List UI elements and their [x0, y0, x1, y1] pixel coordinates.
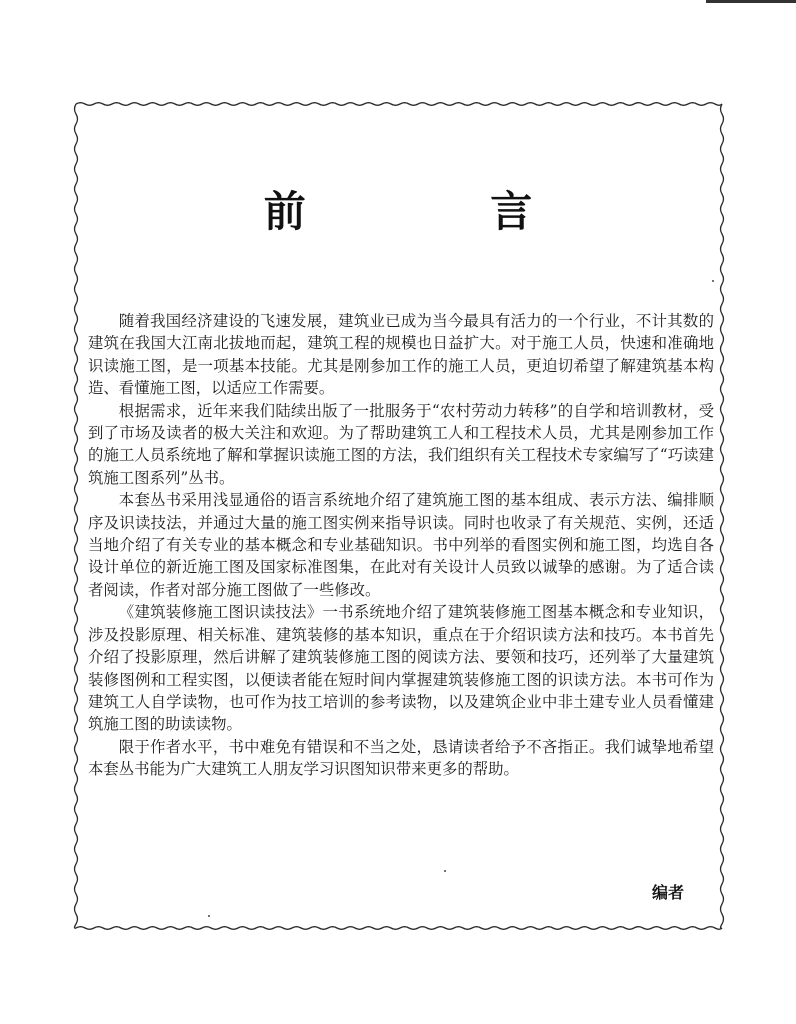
- border-top: [76, 103, 722, 106]
- paragraph-4: 《建筑装修施工图识读技法》一书系统地介绍了建筑装修施工图基本概念和专业知识，涉及投影原理、相关标准、建筑装修的基本知识，重点在于介绍识读方法和技巧。本书首先介绍了投影原理，然后讲解了建筑装修施工图的阅读方法、要领和技巧，还列举了大量建筑装修图例和工程实图，以便读者能在短时间内掌握建筑装修施工图的识读方法。本书可作为建筑工人自学读物，也可作为技工培训的参考读物，以及建筑企业中非土建专业人员看懂建筑施工图的助读读物。: [88, 603, 714, 734]
- paragraph-1: 随着我国经济建设的飞速发展，建筑业已成为当今最具有活力的一个行业，不计其数的建筑在我国大江南北拔地而起，建筑工程的规模也日益扩大。对于施工人员，快速和准确地识读施工图，是一项基本技能。尤其是刚参加工作的施工人员，更迫切希望了解建筑基本构造、看懂施工图，以适应工作需要。: [88, 312, 714, 398]
- border-bottom: [76, 927, 722, 930]
- paragraph-2: 根据需求，近年来我们陆续出版了一批服务于“农村劳动力转移”的自学和培训教材，受到了市场及读者的极大关注和欢迎。为了帮助建筑工人和工程技术人员，尤其是刚参加工作的施工人员系统地了解和掌握识读施工图的方法，我们组织有关工程技术专家编写了“巧读建筑施工图系列”丛书。: [88, 401, 714, 487]
- scan-speck: [712, 280, 714, 282]
- preface-body: [88, 310, 714, 781]
- scan-speck: [208, 915, 210, 917]
- paragraph-5: 限于作者水平，书中难免有错误和不当之处，恳请读者给予不吝指正。我们诚挚地希望本套丛书能为广大建筑工人朋友学习识图知识带来更多的帮助。: [88, 737, 714, 779]
- paragraph-3: 本套丛书采用浅显通俗的语言系统地介绍了建筑施工图的基本组成、表示方法、编排顺序及识读技法，并通过大量的施工图实例来指导识读。同时也收录了有关规范、实例，还适当地介绍了有关专业的基本概念和专业基础知识。书中列举的看图实例和施工图，均选自各设计单位的新近施工图及国家标准图集，在此对有关设计人员致以诚挚的感谢。为了适合读者阅读，作者对部分施工图做了一些修改。: [88, 491, 714, 599]
- signature: 编者: [651, 883, 684, 902]
- scan-speck: [444, 870, 446, 872]
- page-title: 前 言: [263, 187, 618, 236]
